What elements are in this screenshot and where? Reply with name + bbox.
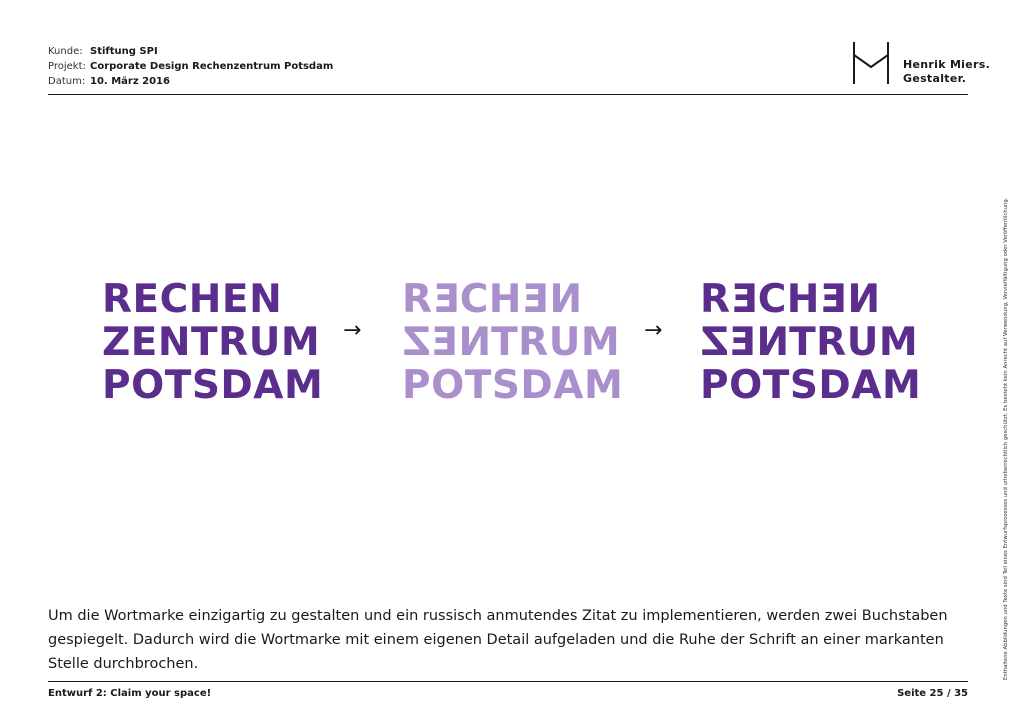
page-number: Seite 25 / 35 (897, 688, 968, 699)
project-meta (48, 44, 333, 89)
wordmark-original-line-3: POTSDAM (102, 363, 324, 408)
wordmark-final-line-1: RECHEN (700, 277, 881, 322)
wordmark-highlight-line-3: POTSDAM (402, 363, 624, 408)
project-value: Corporate Design Rechenzentrum Potsdam (90, 61, 334, 72)
date-label: Datum: (48, 76, 86, 87)
client-value: Stiftung SPI (90, 46, 158, 57)
project-label: Projekt: (48, 61, 86, 72)
header-divider (48, 94, 968, 95)
logo-text (903, 58, 990, 86)
meta-client-row (48, 44, 333, 59)
footer-section-title: Entwurf 2: Claim your space! (48, 688, 212, 699)
wordmark-final-line-2: ZENTRUM (700, 320, 919, 365)
description-paragraph: Um die Wortmarke einzigartig zu gestalten und ein russisch anmutendes Zitat zu implementieren, werden zwei Buchstaben gespiegelt. Dadurch wird die Wortmarke mit einem eigenen Detail aufgeladen und die Ruhe der Schrift an einer markanten Stelle durchbrochen. (48, 608, 948, 672)
copyright-note-text: Enthaltene Abbildungen und Texte sind Teil eines Entwurfsprozesses und urheberrechtlich geschützt. Es besteht kein Anrecht auf Verwendung, Vervielfältigung oder Veröffentlichung. (1003, 197, 1009, 680)
logo-line-1: Henrik Miers. (903, 58, 991, 71)
arrow-right-icon: → (343, 318, 362, 343)
wordmark-highlight-line-1: RECHEN (402, 277, 583, 322)
wordmark-highlight-line-2: ZENTRUM (402, 320, 621, 365)
wordmark-original-line-2: ZENTRUM (102, 320, 321, 365)
date-value: 10. März 2016 (90, 76, 170, 87)
meta-date-row (48, 74, 333, 89)
wordmark-original-line-1: RECHEN (102, 277, 283, 322)
logo-h-icon (852, 41, 890, 85)
logo-line-2: Gestalter. (903, 72, 967, 85)
wordmark-final (700, 278, 921, 407)
client-label: Kunde: (48, 46, 83, 57)
meta-project-row (48, 59, 333, 74)
wordmark-mirrored-highlight (402, 278, 623, 407)
wordmark-original (102, 278, 323, 407)
wordmark-final-line-3: POTSDAM (700, 363, 922, 408)
arrow-right-icon: → (644, 318, 663, 343)
copyright-note (1003, 100, 1011, 680)
footer-divider (48, 681, 968, 682)
